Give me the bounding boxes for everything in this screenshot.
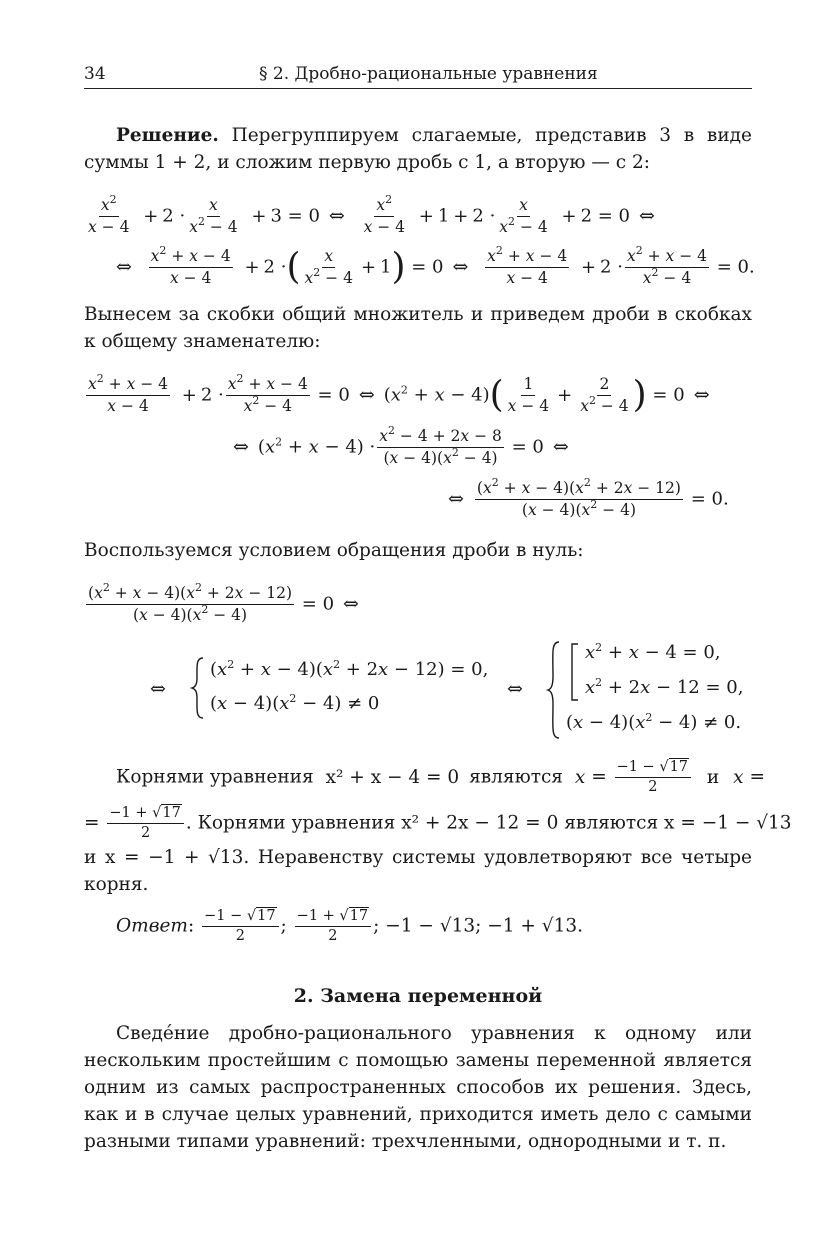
iff-symbol: ⇔ bbox=[507, 678, 523, 700]
answer-value-1: $\frac{-1 - √17}{2}$ bbox=[202, 908, 278, 945]
system-brace bbox=[546, 640, 562, 740]
solution-paragraph bbox=[84, 122, 752, 176]
answer-value-2: $\frac{-1 + √17}{2}$ bbox=[295, 908, 371, 945]
answer-value-3: −1 − √13 bbox=[385, 915, 476, 937]
equation-line-3: $\frac{x^2 + x - 4}{x - 4}$ + 2 · $\frac{x^2 + x - 4}{x^2 - 4}$ = 0 ⇔ $(x^2 + x - 4)$( $\frac{1}{x - 4}$ + $\frac{2}{x^2 - 4}$ ) = 0 ⇔ bbox=[88, 372, 710, 416]
page-number: 34 bbox=[84, 64, 106, 84]
fraction: $\frac{x^2 + x - 4}{x - 4}$ bbox=[88, 372, 169, 415]
root-3: x = −1 − √13 bbox=[664, 812, 792, 834]
answer-line: Ответ: $\frac{-1 - √17}{2}$ ; $\frac{-1 + √17}{2}$ ; −1 − √13; −1 + √13. bbox=[116, 908, 584, 944]
equation-line-4: ⇔ $(x^2 + x - 4)$ · $\frac{x^2 - 4 + 2x - 8}{(x - 4)(x^2 - 4)}$ = 0 ⇔ bbox=[233, 424, 569, 467]
equation-line-2: ⇔ $\frac{x^2 + x - 4}{x - 4}$ + 2 ·( $\frac{x}{x^2 - 4}$ + 1) = 0 ⇔ $\frac{x^2 + x - 4}{x - 4}$ + 2 · $\frac{x^2 + x - 4}{x^2 - 4}$ = 0. bbox=[116, 244, 755, 288]
text-zero-condition: Воспользуемся условием обращения дроби в нуль: bbox=[84, 540, 584, 561]
answer-label: Ответ bbox=[116, 915, 188, 937]
page-header bbox=[84, 58, 752, 89]
system-equation-1: $(x^2 + x - 4)(x^2 + 2x - 12) = 0$, bbox=[210, 658, 489, 680]
roots-line-1: Корнями уравнения x² + x − 4 = 0 являются x = $\frac{-1 - √17}{2}$ и x = bbox=[116, 759, 765, 795]
fraction: $\frac{(x^2 + x - 4)(x^2 + 2x - 12)}{(x - 4)(x^2 - 4)}$ bbox=[476, 476, 681, 519]
roots-mid3: являются bbox=[564, 812, 659, 834]
roots-eq2: x² + 2x − 12 = 0 bbox=[401, 812, 559, 834]
system-brace bbox=[190, 656, 206, 720]
fraction: $\frac{x^2}{x - 4}$ bbox=[88, 193, 130, 236]
roots-eq1: x² + x − 4 = 0 bbox=[325, 766, 460, 788]
roots-tail: . Неравенству системы удовлетворяют все четыре корня. bbox=[84, 847, 752, 895]
root-2: $\frac{-1 + √17}{2}$ bbox=[107, 805, 183, 842]
roots-line-3 bbox=[84, 844, 752, 898]
fraction: $\frac{x^2 + x - 4}{x - 4}$ bbox=[150, 244, 231, 287]
system-inequality-1: $(x - 4)(x^2 - 4) \ne 0$ bbox=[210, 692, 380, 714]
system-inequality-2: $(x - 4)(x^2 - 4) \ne 0$. bbox=[566, 711, 742, 733]
union-bracket bbox=[570, 643, 580, 701]
fraction: $\frac{x^2 + x - 4}{x^2 - 4}$ bbox=[227, 372, 308, 415]
fraction: $\frac{x^2 + x - 4}{x - 4}$ bbox=[487, 244, 568, 287]
fraction: $\frac{x^2}{x - 4}$ bbox=[363, 193, 406, 236]
fraction: $\frac{x^2 + x - 4}{x^2 - 4}$ bbox=[626, 244, 707, 287]
equation-line-5: ⇔ $\frac{(x^2 + x - 4)(x^2 + 2x - 12)}{(x - 4)(x^2 - 4)}$ = 0. bbox=[448, 476, 729, 519]
iff-symbol: ⇔ bbox=[150, 678, 166, 700]
roots-tail-and: и bbox=[84, 847, 97, 868]
equation-line-1: $\frac{x^2}{x - 4}$ + 2 · $\frac{x}{x^2 - 4}$ + 3 = 0 ⇔ $\frac{x^2}{x - 4}$ + 1 + 2 · $\frac{x}{x^2 - 4}$ + 2 = 0 ⇔ bbox=[88, 193, 655, 236]
fraction: $\frac{1}{x - 4}$ bbox=[507, 375, 550, 415]
fraction: $\frac{x}{x^2 - 4}$ bbox=[304, 247, 353, 287]
root-1: $\frac{-1 - √17}{2}$ bbox=[615, 759, 691, 796]
union-equation-2: $x^2 + 2x - 12 = 0$, bbox=[585, 676, 744, 698]
section-heading: 2. Замена переменной bbox=[293, 985, 543, 1007]
fraction: $\frac{(x^2 + x - 4)(x^2 + 2x - 12)}{(x - 4)(x^2 - 4)}$ bbox=[88, 581, 293, 624]
solution-intro: Перегруппируем слагаемые, представив 3 в виде суммы 1 + 2, и сложим первую дробь с 1, а вторую — с 2: bbox=[84, 125, 753, 173]
equation-line-6: $\frac{(x^2 + x - 4)(x^2 + 2x - 12)}{(x - 4)(x^2 - 4)}$ = 0 ⇔ bbox=[88, 581, 359, 624]
fraction: $\frac{x}{x^2 - 4}$ bbox=[189, 196, 238, 236]
root-4: x = −1 + √13 bbox=[104, 847, 244, 868]
union-equation-1: $x^2 + x - 4 = 0$, bbox=[585, 641, 721, 663]
solution-label: Решение. bbox=[116, 125, 219, 146]
section-body: Свeде́ние дробно-рационального уравнения к одному или нескольким простейшим с помощью замены переменной является одним из самых распространенных способов их решения. Здесь, как и в случае целых уравнений, приходится иметь дело с самыми разными типами уравнений: трехчленными, однородными и т. п. bbox=[84, 1023, 752, 1152]
fraction: $\frac{x}{x^2 - 4}$ bbox=[499, 196, 548, 236]
text-factor-out: Вынесем за скобки общий множитель и приведем дроби в скобках к общему знаменателю: bbox=[84, 304, 752, 352]
roots-line-2: = $\frac{-1 + √17}{2}$ . Корнями уравнения x² + 2x − 12 = 0 являются x = −1 − √13 bbox=[84, 805, 792, 841]
fraction: $\frac{x^2 - 4 + 2x - 8}{(x - 4)(x^2 - 4)}$ bbox=[379, 424, 502, 467]
roots-and: и bbox=[706, 766, 720, 788]
roots-mid2: . Корнями уравнения bbox=[185, 812, 396, 834]
fraction: $\frac{2}{x^2 - 4}$ bbox=[580, 375, 629, 415]
roots-mid1: являются bbox=[469, 766, 563, 788]
roots-lead: Корнями уравнения bbox=[116, 766, 314, 788]
answer-value-4: −1 + √13 bbox=[487, 915, 578, 937]
running-title: § 2. Дробно-рациональные уравнения bbox=[259, 64, 598, 84]
